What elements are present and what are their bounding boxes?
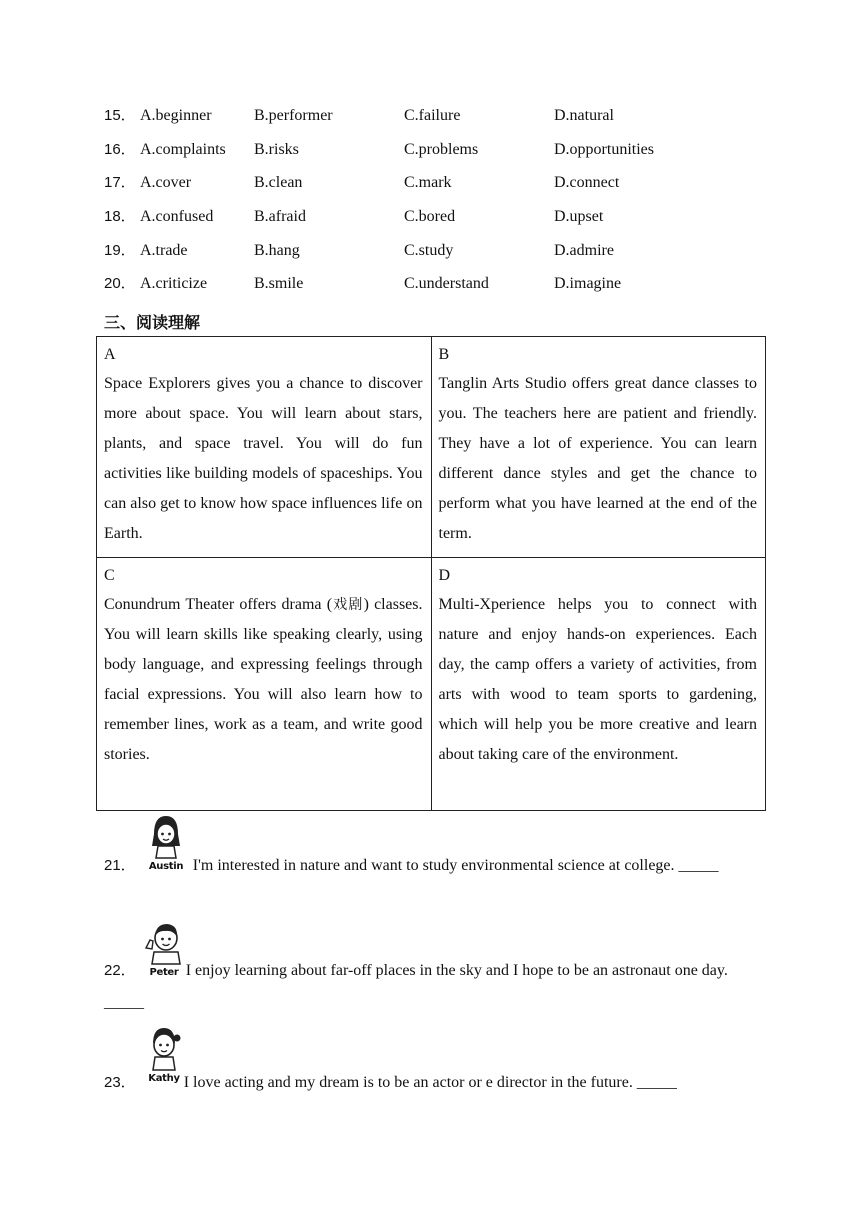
option-b: B.smile [254,275,304,292]
passage-label: B [438,346,450,363]
option-c: C.mark [404,174,452,191]
passage-c [97,558,432,811]
passages-table [96,336,766,811]
option-d: D.upset [554,208,604,225]
passages-row-2 [97,558,766,811]
question-number: 18． [104,208,136,225]
question-number: 21． [104,857,136,874]
avatar-name: Peter [149,967,179,978]
option-row-17 [104,171,764,195]
option-a: A.beginner [140,107,212,124]
option-d: D.natural [554,107,614,124]
option-c: C.study [404,242,454,259]
question-21 [104,850,756,882]
option-c: C.understand [404,275,489,292]
option-row-16 [104,138,764,162]
question-number: 16． [104,141,136,158]
question-text: I'm interested in nature and want to study environmental science at college. _____ [192,857,719,874]
option-row-20 [104,272,764,296]
question-number: 23． [104,1074,136,1091]
option-b: B.risks [254,141,299,158]
option-c: C.failure [404,107,461,124]
option-d: D.imagine [554,275,622,292]
question-22 [104,955,756,1019]
question-number: 15． [104,107,136,124]
question-text: I enjoy learning about far-off places in the sky and I hope to be an astronaut one day. _____ [104,962,728,1011]
question-number: 22． [104,962,136,979]
passage-text: Multi-Xperience helps you to connect with nature and enjoy hands-on experiences. Each day, the camp offers a variety of activities, from arts with wood to team sports to gardening, which will help you be more creative and learn about taking care of the environment. [438,596,757,763]
avatar-name: Kathy [148,1073,180,1084]
option-d: D.connect [554,174,620,191]
option-a: A.trade [140,242,188,259]
passage-text [104,590,423,770]
passage-a [97,337,432,558]
option-a: A.complaints [140,141,226,158]
question-text: I love acting and my dream is to be an actor or e director in the future. _____ [183,1074,677,1091]
question-number: 17． [104,174,136,191]
passage-text-start: Conundrum Theater offers drama ( [104,596,333,613]
option-a: A.confused [140,208,214,225]
option-b: B.afraid [254,208,306,225]
option-row-18 [104,205,764,229]
passage-b [431,337,766,558]
option-d: D.admire [554,242,614,259]
girl-avatar-icon [140,1024,188,1072]
passages-row-1 [97,337,766,558]
avatar-name: Austin [148,861,184,872]
question-23 [104,1067,756,1099]
option-c: C.problems [404,141,479,158]
option-d: D.opportunities [554,141,654,158]
passage-label: C [104,567,115,584]
option-b: B.clean [254,174,303,191]
option-b: B.performer [254,107,333,124]
option-b: B.hang [254,242,300,259]
passage-gloss: 戏剧 [332,597,364,613]
option-row-15 [104,104,764,128]
passage-text-end: ) classes. You will learn skills like speaking clearly, using body language, and expressing feelings through facial expressions. You will also learn how to remember lines, work as a team, and write good stories. [104,596,423,763]
section-title: 三、阅读理解 [104,313,201,332]
passage-label: D [438,567,451,584]
passage-d [431,558,766,811]
passage-label: A [104,346,116,363]
option-c: C.bored [404,208,456,225]
passage-text: Space Explorers gives you a chance to discover more about space. You will learn about stars, plants, and space travel. You will do fun activities like building models of spaceships. You can also get to know how space influences life on Earth. [104,375,423,542]
option-row-19 [104,239,764,263]
question-number: 19． [104,242,136,259]
passage-text: Tanglin Arts Studio offers great dance classes to you. The teachers here are patient and friendly. They have a lot of experience. You can learn different dance styles and get the chance to perform what you have learned at the end of the term. [438,375,757,542]
option-a: A.criticize [140,275,208,292]
question-number: 20． [104,275,136,292]
option-a: A.cover [140,174,192,191]
